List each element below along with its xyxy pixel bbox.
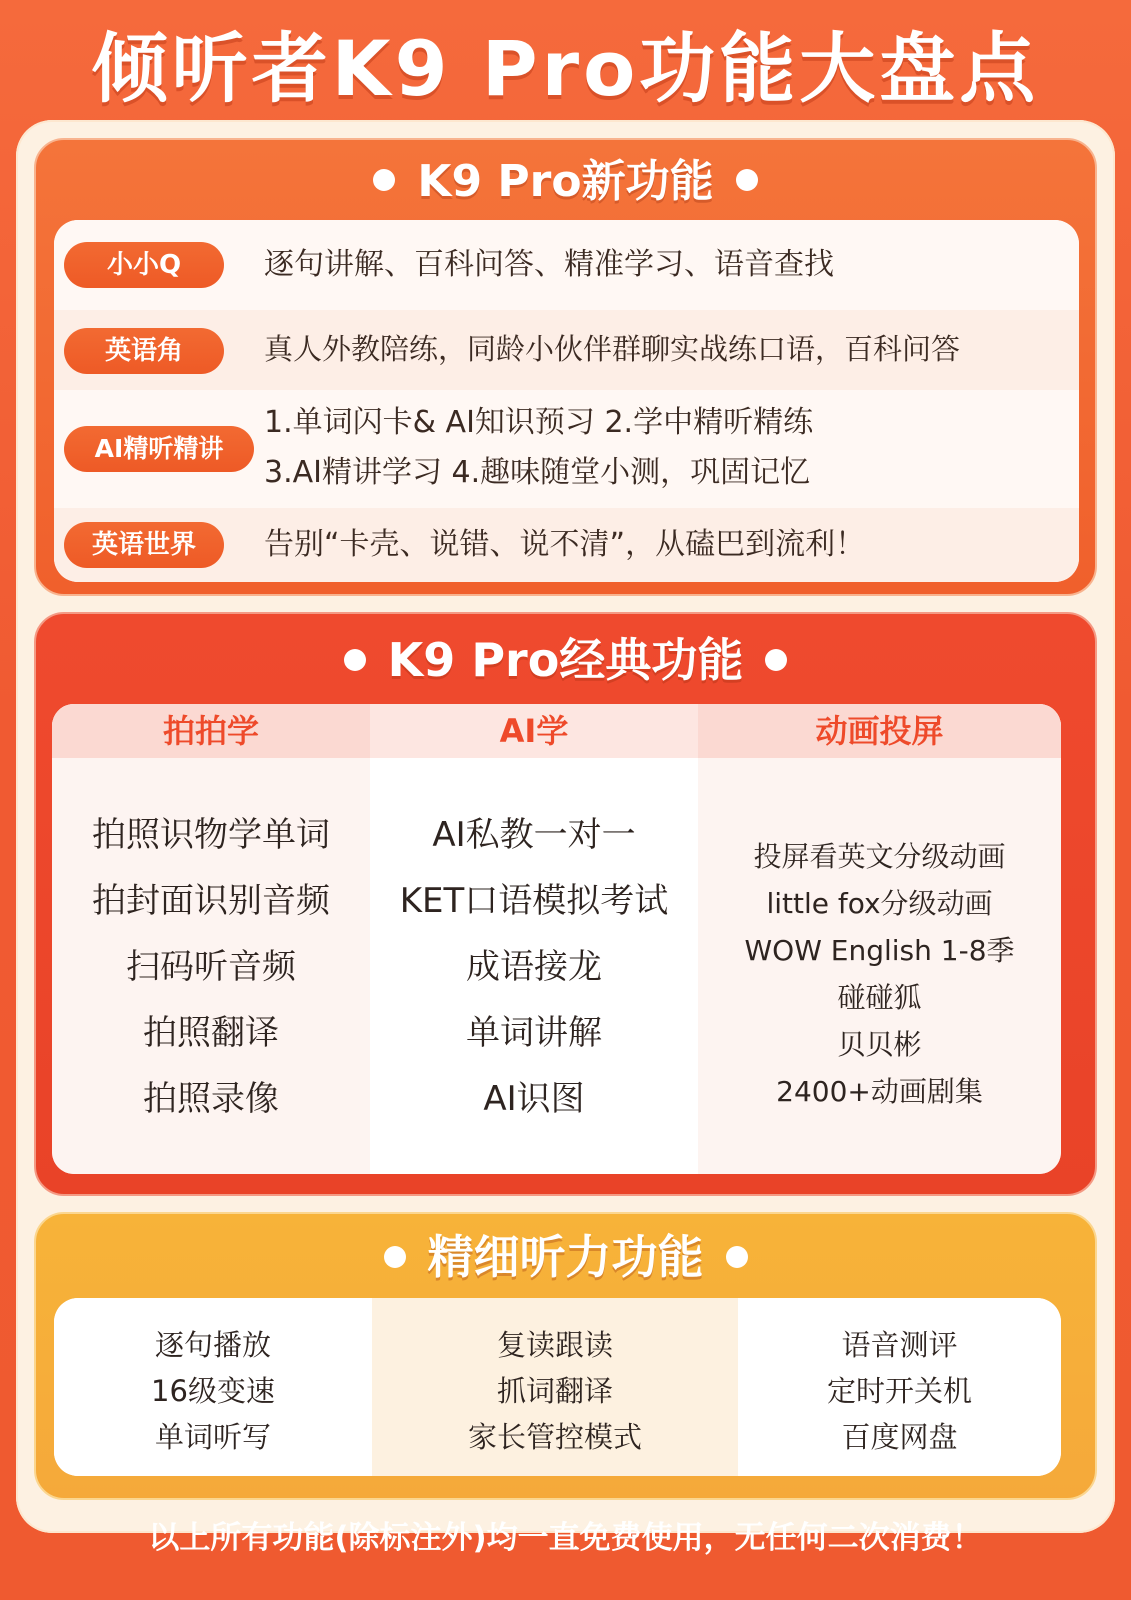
listening-column-1 — [54, 1298, 372, 1476]
list-item: 复读跟读 — [496, 1328, 613, 1362]
column-body — [698, 758, 1061, 1174]
bullet-dot-icon — [736, 169, 758, 191]
new-features-title-text: K9 Pro新功能 — [417, 156, 714, 207]
classic-features-panel — [52, 704, 1061, 1174]
list-item: 扫码听音频 — [126, 947, 296, 987]
classic-features-title-text: K9 Pro经典功能 — [387, 633, 744, 687]
listening-features-section — [34, 1212, 1097, 1500]
feature-description-line-1: 1.单词闪卡& AI知识预习 2.学中精听精练 — [264, 405, 814, 440]
feature-tag: AI精听精讲 — [64, 426, 254, 472]
column-header: AI学 — [370, 704, 698, 758]
bullet-dot-icon — [373, 169, 395, 191]
list-item: 逐句播放 — [154, 1328, 271, 1362]
list-item: 单词听写 — [154, 1420, 271, 1454]
list-item: 16级变速 — [151, 1374, 275, 1408]
new-features-panel — [54, 220, 1079, 582]
list-item: AI私教一对一 — [432, 815, 636, 855]
classic-features-section — [34, 612, 1097, 1196]
feature-row-ai-listening — [54, 390, 1079, 508]
new-features-title — [36, 152, 1095, 212]
list-item: 拍照识物学单词 — [92, 815, 330, 855]
listening-column-2 — [372, 1298, 738, 1476]
feature-row-english-corner — [54, 310, 1079, 390]
feature-tag: 英语角 — [64, 328, 224, 374]
column-photo-learn — [52, 704, 370, 1174]
column-body — [370, 758, 698, 1174]
list-item: KET口语模拟考试 — [399, 881, 669, 921]
list-item: 拍封面识别音频 — [92, 881, 330, 921]
list-item: 投屏看英文分级动画 — [753, 840, 1006, 873]
feature-tag: 英语世界 — [64, 522, 224, 568]
feature-row-xiaoxiaoq — [54, 220, 1079, 310]
column-body — [52, 758, 370, 1174]
column-header: 拍拍学 — [52, 704, 370, 758]
list-item: 家长管控模式 — [467, 1420, 642, 1454]
list-item: 单词讲解 — [466, 1013, 602, 1053]
feature-tag: 小小Q — [64, 242, 224, 288]
list-item: 拍照录像 — [143, 1079, 279, 1119]
list-item: WOW English 1-8季 — [744, 934, 1015, 967]
list-item: little fox分级动画 — [766, 887, 993, 920]
bullet-dot-icon — [765, 649, 787, 671]
classic-features-title — [36, 628, 1095, 692]
footer-note: 以上所有功能(除标注外)均一直免费使用，无任何二次消费！ — [148, 1520, 983, 1556]
feature-description: 告别“卡壳、说错、说不清”，从磕巴到流利！ — [264, 527, 866, 562]
list-item: 定时开关机 — [826, 1374, 972, 1408]
listening-column-3 — [738, 1298, 1061, 1476]
feature-row-english-world — [54, 508, 1079, 582]
list-item: 2400+动画剧集 — [776, 1075, 983, 1108]
feature-description-line-2: 3.AI精讲学习 4.趣味随堂小测，巩固记忆 — [264, 455, 811, 490]
list-item: AI识图 — [483, 1079, 585, 1119]
list-item: 语音测评 — [841, 1328, 958, 1362]
list-item: 百度网盘 — [841, 1420, 958, 1454]
listening-features-title-text: 精细听力功能 — [427, 1230, 704, 1284]
list-item: 贝贝彬 — [837, 1028, 922, 1061]
feature-description: 真人外教陪练，同龄小伙伴群聊实战练口语，百科问答 — [264, 332, 961, 366]
bullet-dot-icon — [344, 649, 366, 671]
list-item: 抓词翻译 — [496, 1374, 613, 1408]
list-item: 碰碰狐 — [837, 981, 922, 1014]
listening-features-panel — [54, 1298, 1061, 1476]
list-item: 拍照翻译 — [143, 1013, 279, 1053]
bullet-dot-icon — [726, 1246, 748, 1268]
column-ai-learn — [370, 704, 698, 1174]
listening-features-title — [36, 1226, 1095, 1288]
column-animation-cast — [698, 704, 1061, 1174]
page-title: 倾听者K9 Pro功能大盘点 — [91, 24, 1040, 113]
new-features-section — [34, 138, 1097, 596]
column-header: 动画投屏 — [698, 704, 1061, 758]
bullet-dot-icon — [384, 1246, 406, 1268]
list-item: 成语接龙 — [466, 947, 602, 987]
feature-description: 逐句讲解、百科问答、精准学习、语音查找 — [264, 247, 834, 282]
